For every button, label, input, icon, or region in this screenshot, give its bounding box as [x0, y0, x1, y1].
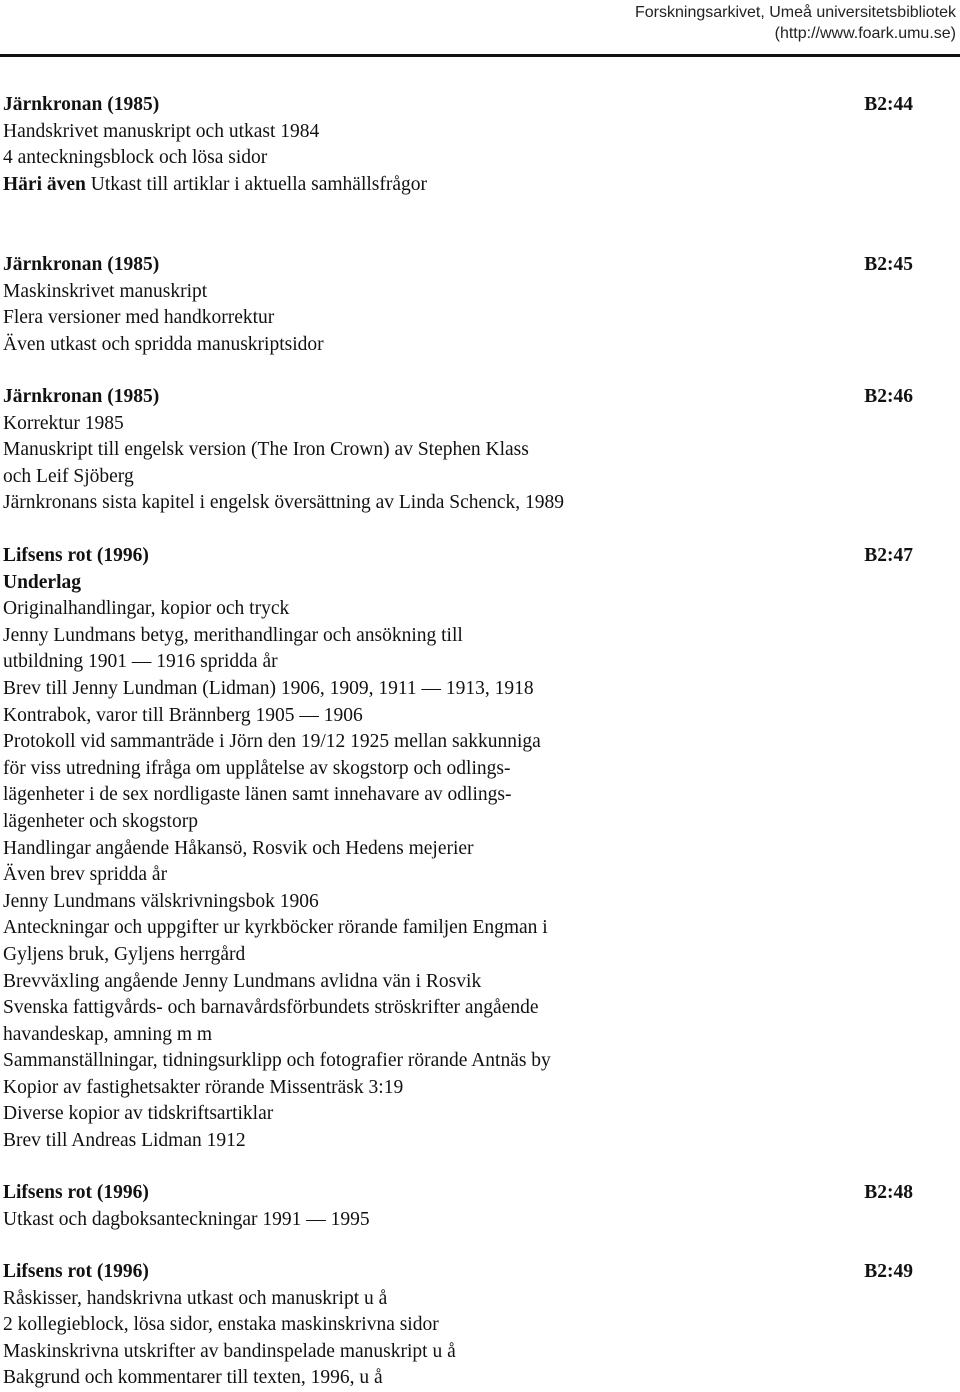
entry-line: 4 anteckningsblock och lösa sidor — [3, 147, 268, 169]
entry-title: Lifsens rot (1996) — [3, 545, 149, 566]
entry-line: Brev till Jenny Lundman (Lidman) 1906, 1909, 1911 — 1913, 1918 — [3, 677, 534, 699]
header-divider — [0, 54, 960, 57]
entry-line: Maskinskrivet manuskript — [3, 280, 208, 302]
entry-line: för viss utredning ifråga om upplåtelse av skogstorp och odlings- — [3, 757, 511, 779]
entry-heading — [3, 252, 913, 279]
entry-code: B2:45 — [864, 254, 913, 275]
entry-line: lägenheter och skogstorp — [3, 810, 198, 832]
entry-line: Jenny Lundmans betyg, merithandlingar och ansökning till — [3, 624, 463, 646]
entry-code: B2:49 — [864, 1261, 913, 1282]
entry-line: Kopior av fastighetsakter rörande Missenträsk 3:19 — [3, 1076, 404, 1098]
archive-entry — [3, 384, 913, 517]
entry-line: Anteckningar och uppgifter ur kyrkböcker rörande familjen Engman i — [3, 917, 548, 939]
entry-subheading: Underlag — [3, 571, 81, 593]
entry-line: Maskinskrivna utskrifter av bandinspelade manuskript u å — [3, 1340, 456, 1362]
entry-line: Originalhandlingar, kopior och tryck — [3, 598, 290, 620]
entry-line: Svenska fattigvårds- och barnavårdsförbundets ströskrifter angående — [3, 997, 539, 1019]
entry-line: Handskrivet manuskript och utkast 1984 — [3, 120, 320, 142]
entry-line: Manuskript till engelsk version (The Iron Crown) av Stephen Klass — [3, 439, 529, 461]
entry-heading — [3, 1180, 913, 1207]
entry-heading — [3, 1259, 913, 1286]
entry-line-mixed — [3, 172, 913, 199]
entry-title: Järnkronan (1985) — [3, 94, 160, 115]
entry-line: Handlingar angående Håkansö, Rosvik och Hedens mejerier — [3, 837, 474, 859]
entry-line: Utkast och dagboksanteckningar 1991 — 1995 — [3, 1208, 370, 1230]
page-header — [635, 2, 956, 44]
entry-line: Järnkronans sista kapitel i engelsk översättning av Linda Schenck, 1989 — [3, 492, 565, 514]
entry-line: Kontrabok, varor till Brännberg 1905 — 1906 — [3, 704, 363, 726]
entry-line: Diverse kopior av tidskriftsartiklar — [3, 1103, 274, 1125]
entry-line: Brevväxling angående Jenny Lundmans avlidna vän i Rosvik — [3, 970, 482, 992]
entry-line: Bakgrund och kommentarer till texten, 1996, u å — [3, 1367, 383, 1389]
entry-line: och Leif Sjöberg — [3, 465, 134, 487]
entry-heading — [3, 384, 913, 411]
entry-line: Även utkast och spridda manuskriptsidor — [3, 333, 324, 355]
entry-title: Järnkronan (1985) — [3, 386, 160, 407]
entry-line: Korrektur 1985 — [3, 412, 124, 434]
entry-code: B2:47 — [864, 545, 913, 566]
archive-entry — [3, 92, 913, 198]
header-url: (http://www.foark.umu.se) — [774, 25, 956, 42]
entry-title: Järnkronan (1985) — [3, 254, 160, 275]
entry-line: Gyljens bruk, Gyljens herrgård — [3, 943, 246, 965]
entry-code: B2:48 — [864, 1182, 913, 1203]
entry-line: Flera versioner med handkorrektur — [3, 307, 275, 329]
entry-line-rest: Utkast till artiklar i aktuella samhällsfrågor — [85, 173, 428, 195]
entry-code: B2:46 — [864, 386, 913, 407]
entry-line: 2 kollegieblock, lösa sidor, enstaka maskinskrivna sidor — [3, 1314, 439, 1336]
entry-line: Sammanställningar, tidningsurklipp och fotografier rörande Antnäs by — [3, 1050, 551, 1072]
archive-entry — [3, 543, 913, 1155]
archive-entry — [3, 252, 913, 358]
archive-entry — [3, 1180, 913, 1233]
archive-entry — [3, 1259, 913, 1392]
entry-heading — [3, 543, 913, 570]
entry-title: Lifsens rot (1996) — [3, 1182, 149, 1203]
entry-line: Brev till Andreas Lidman 1912 — [3, 1130, 246, 1152]
entry-line: Protokoll vid sammanträde i Jörn den 19/12 1925 mellan sakkunniga — [3, 731, 541, 753]
entry-title: Lifsens rot (1996) — [3, 1261, 149, 1282]
header-institution: Forskningsarkivet, Umeå universitetsbibliotek — [634, 4, 956, 21]
entry-line: havandeskap, amning m m — [3, 1023, 213, 1045]
entry-code: B2:44 — [864, 94, 913, 115]
entry-line: Jenny Lundmans välskrivningsbok 1906 — [3, 890, 319, 912]
entry-line: utbildning 1901 — 1916 spridda år — [3, 651, 278, 673]
entry-line: lägenheter i de sex nordligaste länen samt innehavare av odlings- — [3, 784, 512, 806]
entry-heading — [3, 92, 913, 119]
entry-line: Råskisser, handskrivna utkast och manuskript u å — [3, 1287, 388, 1309]
entry-line-bold-prefix: Häri även — [3, 173, 86, 195]
entry-line: Även brev spridda år — [3, 864, 168, 886]
